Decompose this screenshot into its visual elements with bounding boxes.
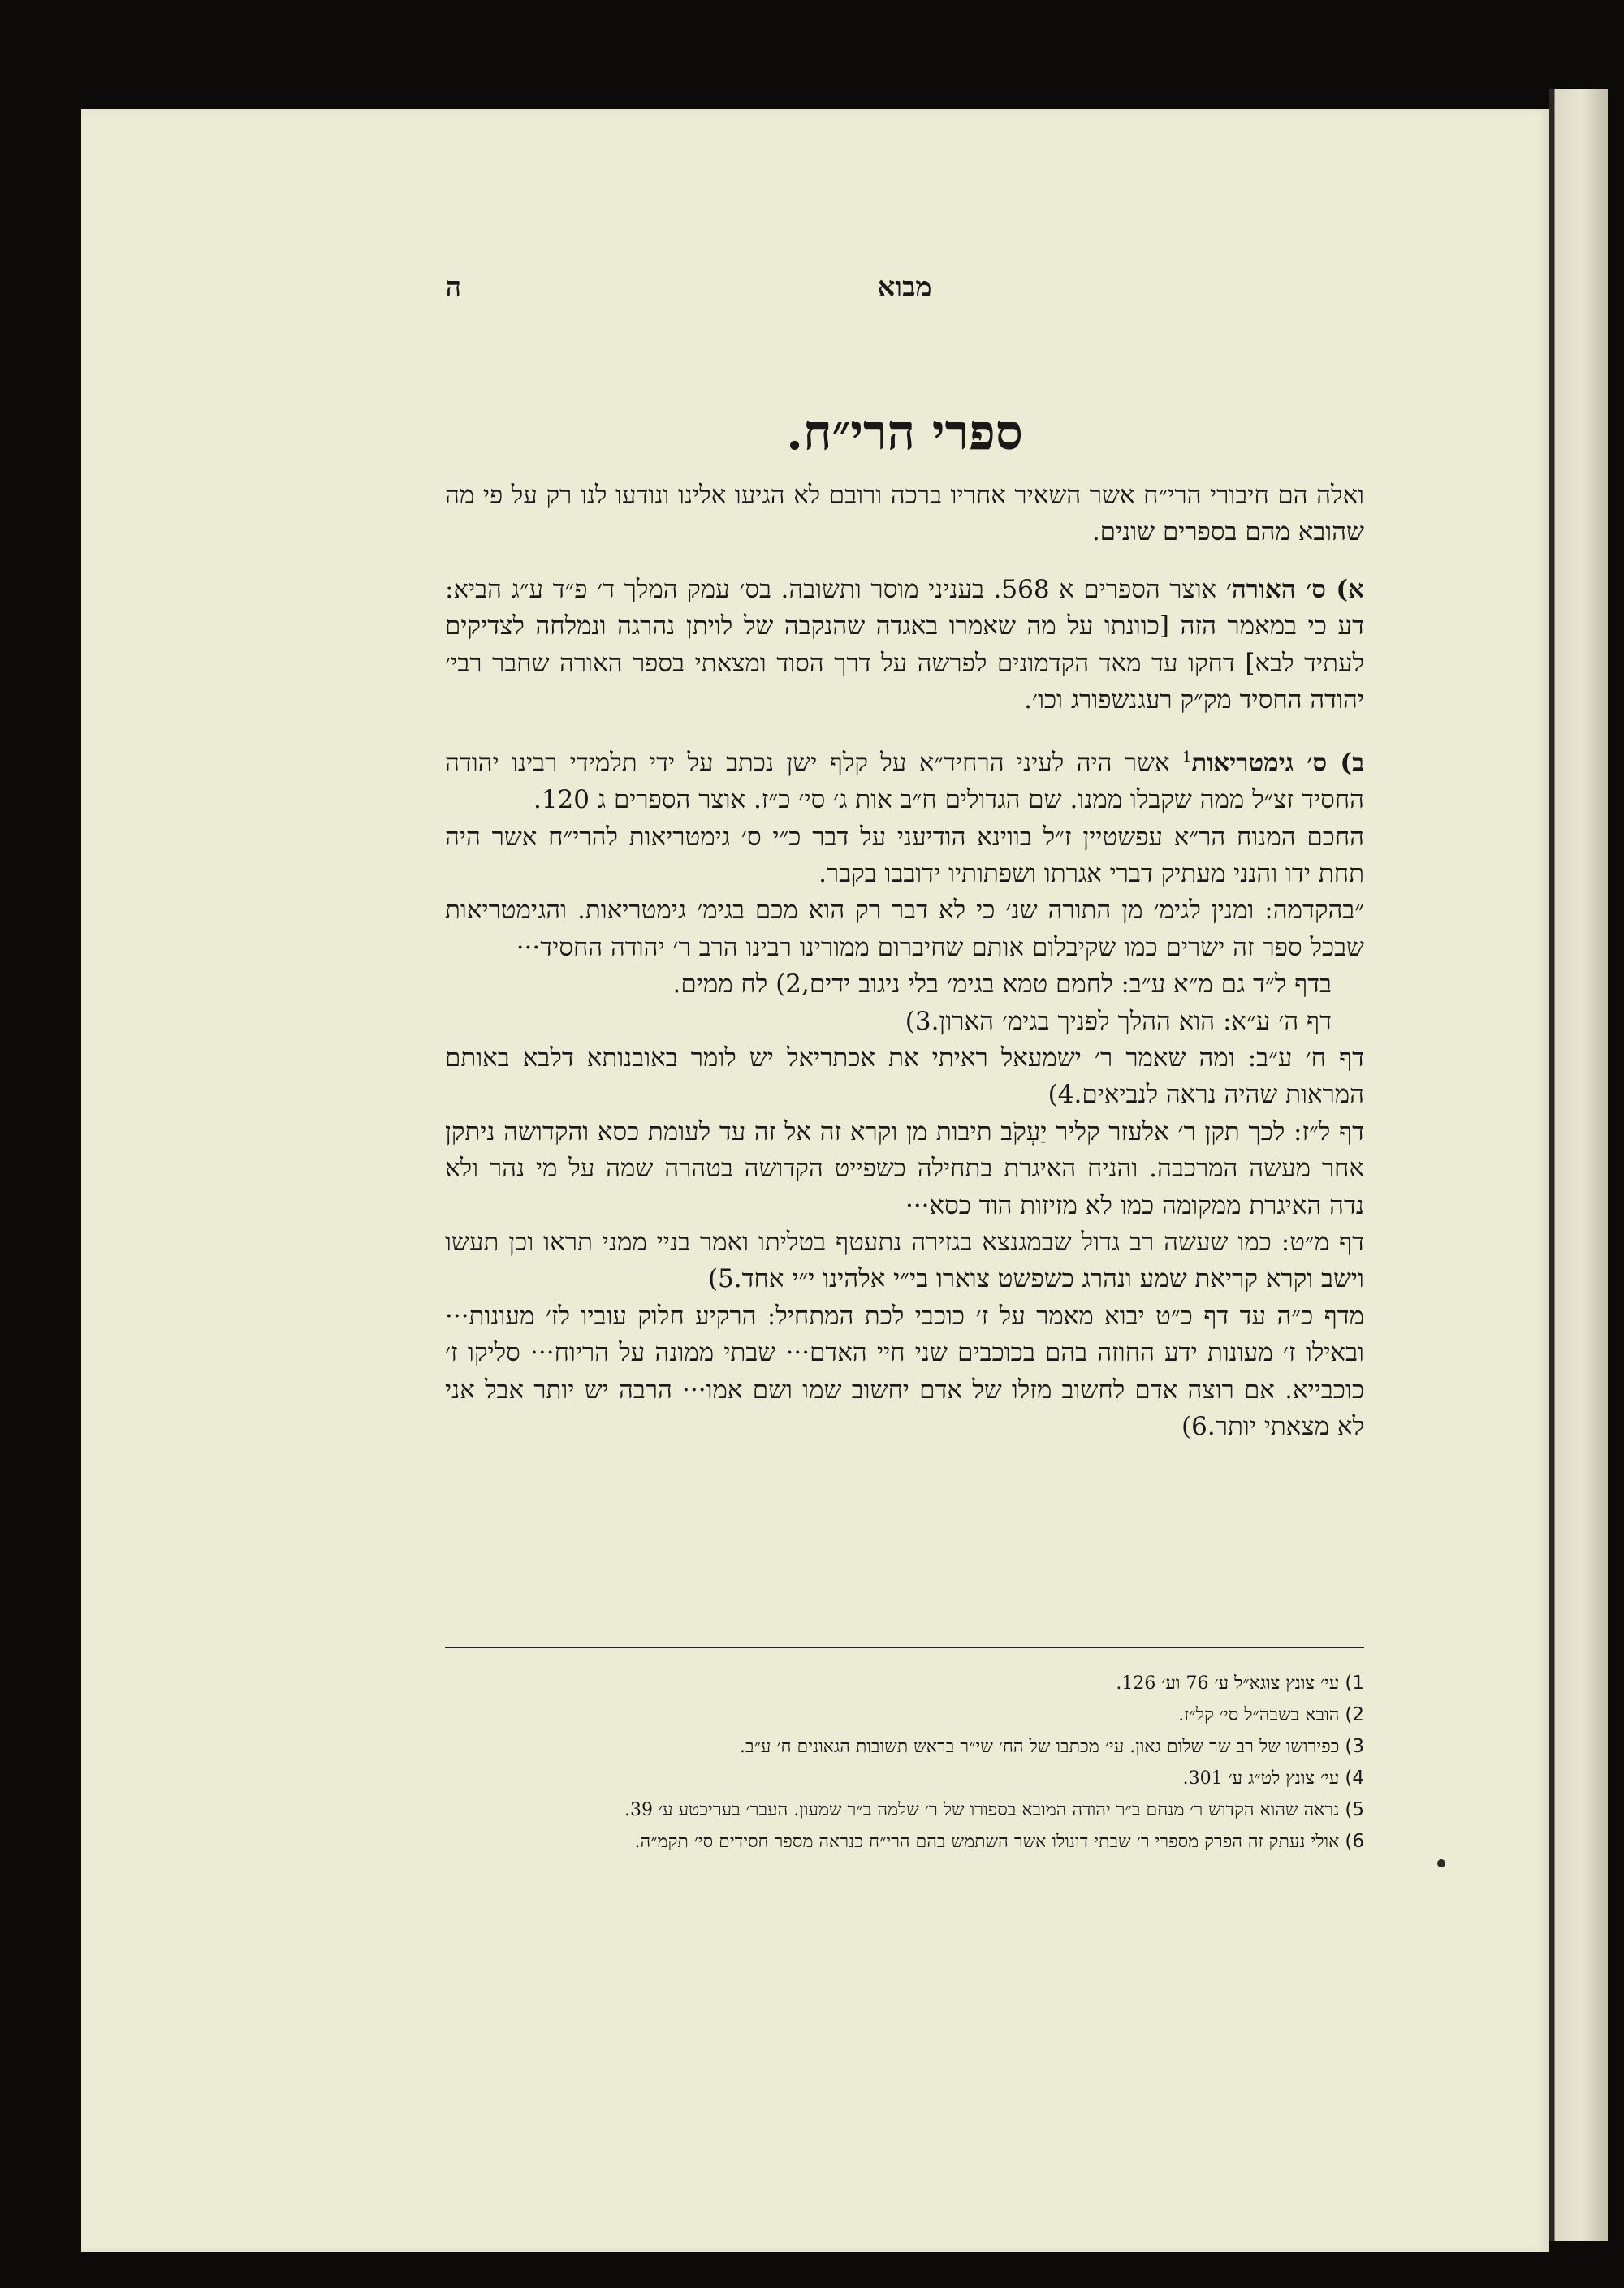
footnote [445,1826,1364,1858]
daf-paragraph-3: דף ח׳ ע״ב: ומה שאמר ר׳ ישמעאל ראיתי את אכתריאל יש לומר באובנותא דלבא באותם המראות שהיה נראה לנביאים.4) [445,1043,1364,1110]
daf-paragraph-6: מדף כ״ה עד דף כ״ט יבוא מאמר על ז׳ כוכבי לכת המתחיל: הרקיע חלוק עוביו לז׳ מעונות··· ובאילו ז׳ מעונות ידע החוזה בהם בכוכבים שני חיי האדם··· שבתי ממונה על הריוח··· סליקו ז׳ כוכבייא. אם רוצה אדם לחשוב מזלו של אדם יחשוב שמו ושם אמו··· הרבה יש יותר אבל אני לא מצאתי יותר.6) [445,1301,1364,1442]
page-number: ה [445,271,461,304]
footnote-number: 4) [1345,1768,1364,1789]
item-a-paragraph [445,572,1364,719]
footnote-number: 2) [1345,1704,1364,1725]
epstein-paragraph: החכם המנוח הר״א עפשטיין ז״ל בווינא הודיעני על דבר כ״י ס׳ גימטריאות להרי״ח אשר היה תחת ידו והנני מעתיק דברי אגרתו ושפתותיו ידובבו בקבר. [445,822,1364,888]
footnotes [445,1668,1364,1858]
item-b-text: אשר היה לעיני הרחיד״א על קלף ישן נכתב על ידי תלמידי רבינו יהודה החסיד זצ״ל ממה שקבלו ממנו. שם הגדולים ח״ב אות ג׳ סי׳ כ״ז. אוצר הספרים ג 120. [445,748,1364,815]
ink-spot [1437,1859,1445,1867]
item-a-heading: א) ס׳ האורה׳ [1225,574,1365,604]
daf-paragraph-1: בדף ל״ד גם מ״א ע״ב: לחמם טמא בגימ׳ בלי ניגוב ידים,2) לח ממים. [672,969,1332,999]
daf-paragraph-4: דף ל״ז: לכך תקן ר׳ אלעזר קליר יַעְקֹב תיבות מן וקרא זה אל זה עד לעומת כסא והקדושה ניתקן אחר מעשה המרכבה. והניח האיגרת בתחילה כשפייט הקדושה בטהרה שמה על מי נהר ולא נדה האיגרת ממקומה כמו לא מזיזות הוד כסא··· [445,1116,1364,1220]
daf-paragraph-2: דף ה׳ ע״א: הוא ההלך לפניך בגימ׳ הארון.3) [905,1006,1332,1036]
footnote-number: 3) [1345,1736,1364,1757]
running-header [445,271,1364,312]
quote-paragraph: ״בהקדמה: ומנין לגימ׳ מן התורה שנ׳ כי לא דבר רק הוא מכם בגימ׳ גימטריאות. והגימטריאות שבכל ספר זה ישרים כמו שקיבלום אותם שחיברום ממורינו רבינו הרב ר׳ יהודה החסיד··· [445,896,1364,962]
item-b-paragraph [445,739,1364,818]
footnote [445,1794,1364,1826]
daf-paragraph-5: דף מ״ט: כמו שעשה רב גדול שבמגנצא בגזירה נתעטף בטליתו ואמר בניי ממני תראו וכן תעשו וישב וקרא קריאת שמע ונהרג כשפשט צוארו בי״י אלהינו י״י אחד.5) [445,1228,1364,1294]
running-title: מבוא [877,271,932,304]
item-b-heading: ב) ס׳ גימטריאות [1191,748,1365,778]
chapter-title: ספרי הרי״ח. [786,404,1023,461]
intro-paragraph: ואלה הם חיבורי הרי״ח אשר השאיר אחריו ברכה ורובם לא הגיעו אלינו ונודעו לנו רק על פי מה שהובא מהם בספרים שונים. [445,481,1364,547]
body-text [445,477,1364,1445]
footnote [445,1731,1364,1763]
footnote [445,1763,1364,1794]
footnote-text: עי׳ צונץ לט״ג ע׳ 301. [1182,1768,1340,1789]
footnote-text: עי׳ צונץ צוגא״ל ע׳ 76 וע׳ 126. [1116,1673,1340,1694]
footnote [445,1668,1364,1699]
footnote-number: 1) [1345,1673,1364,1694]
footnote-text: הובא בשבה״ל סי׳ קל״ז. [1178,1705,1340,1725]
footnote [445,1699,1364,1731]
footnote-text: אולי נעתק זה הפרק מספרי ר׳ שבתי דונולו אשר השתמש בהם הרי״ח כנראה מספר חסידים סי׳ תקמ״ה. [634,1832,1340,1852]
footnote-ref: 1 [1181,749,1192,766]
footnote-number: 6) [1345,1831,1364,1852]
footnote-text: נראה שהוא הקדוש ר׳ מנחם ב״ר יהודה המובא בספורו של ר׳ שלמה ב״ר שמעון. העבר׳ בעריכטע ע׳ 39. [624,1800,1340,1820]
item-a-text: אוצר הספרים א 568. בעניני מוסר ותשובה. בס׳ עמק המלך ד׳ פ״ד ע״ג הביא: דע כי במאמר הזה [כוונתו על מה שאמרו באגדה שהנקבה של לויתן נהרגה ונמלחה לצדיקים לעתיד לבא] דחקו עד מאד הקדמונים לפרשה על דרך הסוד ומצאתי בספר האורה שחבר רבי׳ יהודה החסיד מק״ק רעגנשפורג וכו׳. [445,574,1364,715]
footnote-divider [445,1647,1364,1648]
adjacent-page-edge [1549,89,1608,2241]
footnote-text: כפירושו של רב שר שלום גאון. עי׳ מכתבו של הח׳ שי״ר בראש תשובות הגאונים ח׳ ע״ב. [739,1737,1340,1757]
footnote-number: 5) [1345,1799,1364,1820]
